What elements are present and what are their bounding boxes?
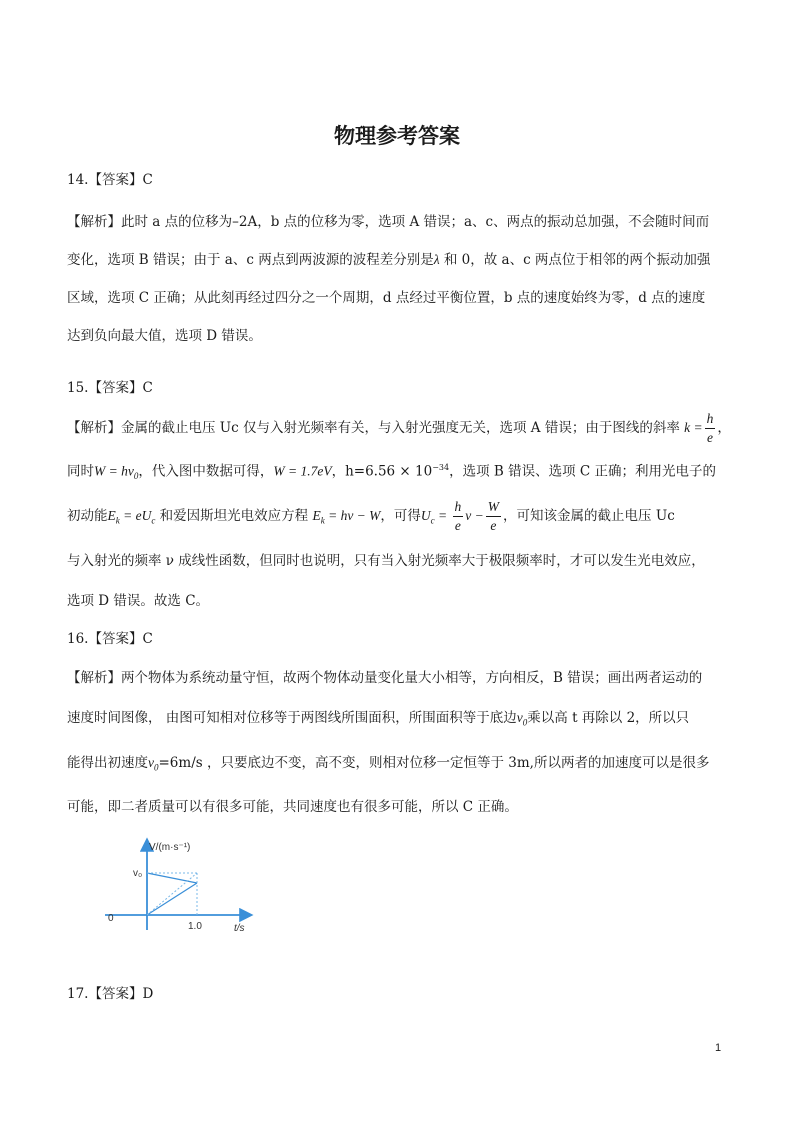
line-object-2	[147, 883, 197, 915]
q15-line-1: 【解析】金属的截止电压 Uc 仅与入射光频率有关，与入射光强度无关，选项 A 错误；由于图线的斜率 k = $\frac{h}{e}$ ，	[67, 411, 731, 445]
tick-label: 1.0	[188, 921, 202, 932]
q16-line-1: 【解析】两个物体为系统动量守恒，故两个物体动量变化量大小相等，方向相反，B 错误；画出两者运动的	[67, 670, 703, 686]
q16-analysis	[67, 658, 724, 827]
q16-line-4: 可能，即二者质量可以有很多可能，共同速度也有很多可能，所以 C 正确。	[67, 799, 518, 816]
line-diagonal	[147, 873, 197, 915]
q16-answer: 16.【答案】C	[67, 631, 153, 647]
lambda-symbol: λ	[433, 252, 440, 267]
q14-answer: 14.【答案】C	[67, 172, 153, 188]
page-title: 物理参考答案	[334, 124, 460, 148]
fraction-w-over-e: $\frac{W}{e}$	[487, 499, 500, 534]
q14-line-1: 【解析】此时 a 点的位移为–2A，b 点的位移为零，选项 A 错误；a、c、两点的振动总加强，不会随时间而	[67, 214, 710, 230]
fraction-h-over-e-2: $\frac{h}{e}$	[454, 499, 462, 534]
q16-line-3: 能得出初速度$v_0=6m/s$ ，只要底边不变，高不变，则相对位移一定恒等于 3m,所以两者的加速度可以是很多	[67, 754, 710, 773]
q15-line-3: 初动能$E_k = eU_c$ 和爱因斯坦光电效应方程 $E_k = h\nu - W$，可得$U_c$ = $\frac{h}{e}$ ν − $\frac{W}{e}$ ，可知该金属的截止电压 Uc	[67, 499, 675, 534]
q15-line-5: 选项 D 错误。故选 C。	[67, 592, 210, 609]
q14-analysis	[67, 203, 724, 355]
q16-line-2: 速度时间图像， 由图可知相对位移等于两图线所围面积，所围面积等于底边$v_0$乘以高 t 再除以 2，所以只	[67, 710, 690, 728]
x-axis-label: t/s	[234, 923, 245, 934]
q15-line-4: 与入射光的频率 ν 成线性函数，但同时也说明，只有当入射光频率大于极限频率时，才可以发生光电效应，	[67, 552, 705, 569]
line-object-1	[147, 873, 197, 883]
page-number: 1	[715, 1042, 722, 1054]
q17-answer: 17.【答案】D	[67, 986, 154, 1002]
y-axis-label: V/(m·s⁻¹)	[149, 842, 191, 853]
q14-line-3: 区域，选项 C 正确；从此刻再经过四分之一个周期，d 点经过平衡位置，b 点的速度始终为零，d 点的速度	[67, 290, 706, 306]
origin-label: 0	[108, 913, 114, 924]
q14-line-4: 达到负向最大值，选项 D 错误。	[67, 328, 262, 344]
v0-label: v₀	[133, 868, 143, 879]
velocity-time-graph	[100, 835, 260, 935]
q15-analysis	[67, 408, 731, 621]
fraction-h-over-e: $\frac{h}{e}$	[706, 411, 714, 445]
q15-answer: 15.【答案】C	[67, 380, 153, 396]
q15-line-2: 同时$W = h\nu_0$，代入图中数据可得，W = 1.7eV，$h=6.56 \times 10^{-34}$，选项 B 错误、选项 C 正确；利用光电子的	[67, 463, 717, 482]
q14-line-2: 变化，选项 B 错误；由于 a、c 两点到两波源的波程差分别是λ 和 0，故 a、c 两点位于相邻的两个振动加强	[67, 252, 711, 268]
